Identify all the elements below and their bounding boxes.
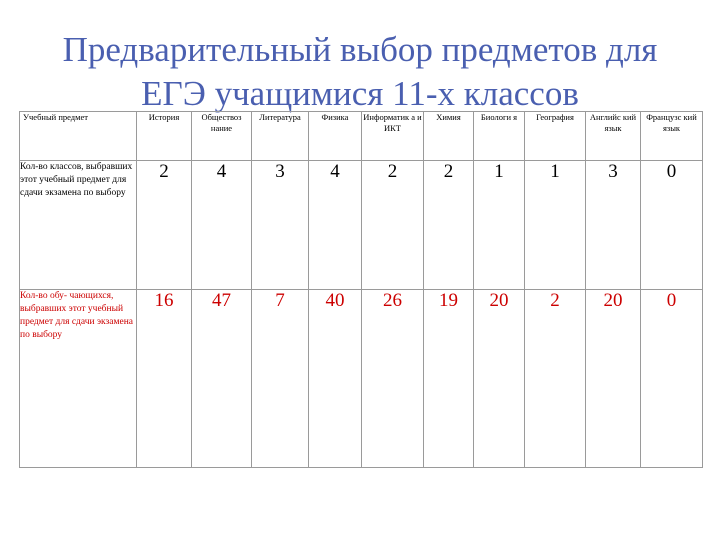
table-header-row [20,112,703,161]
header-cell-literature: Литература [252,112,309,161]
cell-classes-physics: 4 [309,161,362,290]
cell-classes-geography: 1 [525,161,586,290]
header-cell-subject: Учебный предмет [20,112,137,161]
header-cell-informatics: Информатик а и ИКТ [362,112,424,161]
cell-students-social-studies: 47 [192,290,252,468]
header-cell-history: История [137,112,192,161]
cell-students-biology: 20 [474,290,525,468]
slide-title-line-1: Предварительный выбор предметов для [62,30,658,69]
cell-students-literature: 7 [252,290,309,468]
table-row-classes [20,161,703,290]
cell-students-physics: 40 [309,290,362,468]
cell-students-french: 0 [641,290,703,468]
cell-classes-english: 3 [586,161,641,290]
cell-students-chemistry: 19 [424,290,474,468]
header-cell-chemistry: Химия [424,112,474,161]
cell-classes-literature: 3 [252,161,309,290]
exam-subjects-table [19,111,703,468]
slide-title-line-2: ЕГЭ учащимися 11-х классов [141,74,579,113]
header-cell-geography: География [525,112,586,161]
row-label-students: Кол-во обу- чающихся, выбравших этот учебный предмет для сдачи экзамена по выбору [20,290,137,468]
header-cell-french: Французс кий язык [641,112,703,161]
cell-classes-social-studies: 4 [192,161,252,290]
cell-classes-biology: 1 [474,161,525,290]
cell-students-english: 20 [586,290,641,468]
cell-classes-french: 0 [641,161,703,290]
slide-title [0,28,720,116]
cell-students-history: 16 [137,290,192,468]
row-label-classes: Кол-во классов, выбравших этот учебный предмет для сдачи экзамена по выбору [20,161,137,290]
table-row-students [20,290,703,468]
cell-classes-informatics: 2 [362,161,424,290]
cell-classes-chemistry: 2 [424,161,474,290]
header-cell-social-studies: Обществоз нание [192,112,252,161]
header-cell-biology: Биологи я [474,112,525,161]
header-cell-english: Английс кий язык [586,112,641,161]
cell-students-informatics: 26 [362,290,424,468]
cell-classes-history: 2 [137,161,192,290]
cell-students-geography: 2 [525,290,586,468]
header-cell-physics: Физика [309,112,362,161]
